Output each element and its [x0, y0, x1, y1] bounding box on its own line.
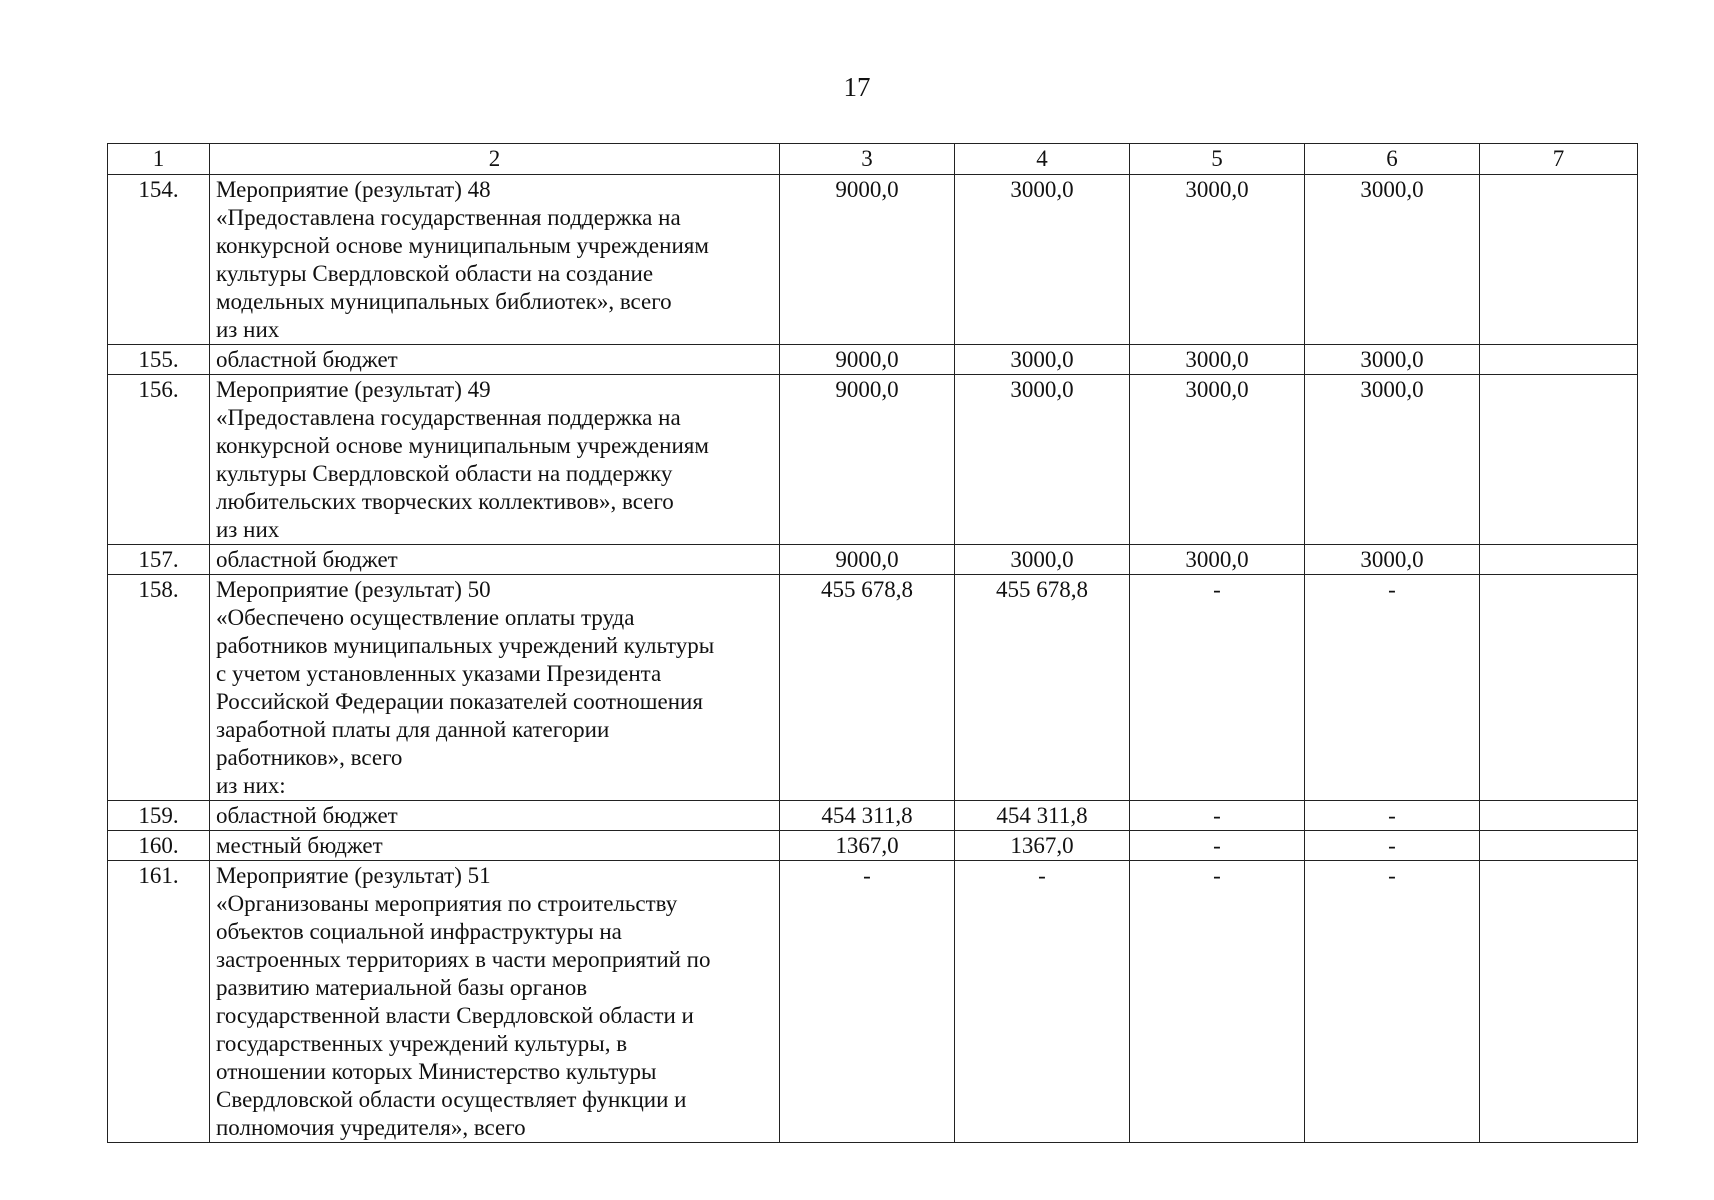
header-col-4: 4	[955, 144, 1130, 175]
value-cell-v3: 454 311,8	[780, 801, 955, 831]
table-row	[108, 801, 1638, 831]
value-cell-v4: 3000,0	[955, 345, 1130, 375]
description-line: с учетом установленных указами Президента	[216, 661, 662, 686]
description-line: из них	[216, 317, 280, 342]
row-number: 159.	[108, 801, 210, 831]
description-line: культуры Свердловской области на поддержку	[216, 461, 673, 486]
description-line: конкурсной основе муниципальным учреждениям	[216, 433, 709, 458]
value-cell-v7	[1480, 861, 1638, 1143]
description-line: местный бюджет	[216, 833, 383, 858]
description-line: Мероприятие (результат) 48	[216, 177, 491, 202]
description-line: из них	[216, 517, 280, 542]
value-cell-v4: 3000,0	[955, 175, 1130, 345]
description-line: из них:	[216, 773, 286, 798]
value-cell-v6: -	[1305, 831, 1480, 861]
table-row	[108, 831, 1638, 861]
description-line: Российской Федерации показателей соотношения	[216, 689, 703, 714]
row-description	[210, 375, 780, 545]
value-cell-v3: 9000,0	[780, 375, 955, 545]
description-line: работников муниципальных учреждений культуры	[216, 633, 715, 658]
value-cell-v6: -	[1305, 861, 1480, 1143]
value-cell-v6: 3000,0	[1305, 375, 1480, 545]
row-number: 156.	[108, 375, 210, 545]
header-col-3: 3	[780, 144, 955, 175]
value-cell-v7	[1480, 175, 1638, 345]
value-cell-v6: 3000,0	[1305, 545, 1480, 575]
description-line: отношении которых Министерство культуры	[216, 1059, 657, 1084]
description-line: объектов социальной инфраструктуры на	[216, 919, 622, 944]
value-cell-v7	[1480, 801, 1638, 831]
value-cell-v5: 3000,0	[1130, 375, 1305, 545]
budget-table	[107, 143, 1638, 1143]
table-row	[108, 575, 1638, 801]
value-cell-v6: 3000,0	[1305, 345, 1480, 375]
value-cell-v7	[1480, 545, 1638, 575]
description-line: конкурсной основе муниципальным учреждениям	[216, 233, 709, 258]
description-line: государственных учреждений культуры, в	[216, 1031, 628, 1056]
value-cell-v5: 3000,0	[1130, 545, 1305, 575]
row-number: 154.	[108, 175, 210, 345]
description-line: любительских творческих коллективов», всего	[216, 489, 674, 514]
table-row	[108, 175, 1638, 345]
value-cell-v3: 9000,0	[780, 345, 955, 375]
value-cell-v5: -	[1130, 801, 1305, 831]
header-col-7: 7	[1480, 144, 1638, 175]
description-line: Мероприятие (результат) 49	[216, 377, 491, 402]
description-line: Мероприятие (результат) 51	[216, 863, 491, 888]
value-cell-v5: -	[1130, 575, 1305, 801]
row-description	[210, 831, 780, 861]
description-line: «Обеспечено осуществление оплаты труда	[216, 605, 635, 630]
value-cell-v4: -	[955, 861, 1130, 1143]
row-description	[210, 861, 780, 1143]
value-cell-v5: -	[1130, 861, 1305, 1143]
row-description	[210, 545, 780, 575]
page-number: 17	[843, 72, 871, 102]
value-cell-v4: 3000,0	[955, 545, 1130, 575]
description-line: областной бюджет	[216, 547, 398, 572]
header-col-2: 2	[210, 144, 780, 175]
table-row	[108, 345, 1638, 375]
value-cell-v6: 3000,0	[1305, 175, 1480, 345]
value-cell-v3: -	[780, 861, 955, 1143]
description-line: «Предоставлена государственная поддержка на	[216, 205, 681, 230]
description-line: застроенных территориях в части мероприятий по	[216, 947, 711, 972]
table-row	[108, 375, 1638, 545]
table-row	[108, 861, 1638, 1143]
description-line: областной бюджет	[216, 803, 398, 828]
row-number: 160.	[108, 831, 210, 861]
value-cell-v4: 3000,0	[955, 375, 1130, 545]
value-cell-v5: 3000,0	[1130, 345, 1305, 375]
description-line: Свердловской области осуществляет функции и	[216, 1087, 687, 1112]
header-col-1: 1	[108, 144, 210, 175]
row-number: 158.	[108, 575, 210, 801]
description-line: областной бюджет	[216, 347, 398, 372]
description-line: «Предоставлена государственная поддержка на	[216, 405, 681, 430]
value-cell-v3: 455 678,8	[780, 575, 955, 801]
row-number: 157.	[108, 545, 210, 575]
value-cell-v3: 1367,0	[780, 831, 955, 861]
description-line: развитию материальной базы органов	[216, 975, 588, 1000]
value-cell-v6: -	[1305, 801, 1480, 831]
description-line: заработной платы для данной категории	[216, 717, 610, 742]
description-line: работников», всего	[216, 745, 403, 770]
value-cell-v5: -	[1130, 831, 1305, 861]
description-line: модельных муниципальных библиотек», всего	[216, 289, 672, 314]
value-cell-v7	[1480, 575, 1638, 801]
value-cell-v5: 3000,0	[1130, 175, 1305, 345]
description-line: государственной власти Свердловской области и	[216, 1003, 694, 1028]
table-row	[108, 545, 1638, 575]
description-line: культуры Свердловской области на создание	[216, 261, 654, 286]
description-line: полномочия учредителя», всего	[216, 1115, 526, 1140]
value-cell-v7	[1480, 375, 1638, 545]
row-description	[210, 575, 780, 801]
table-header-row	[108, 144, 1638, 175]
value-cell-v4: 454 311,8	[955, 801, 1130, 831]
value-cell-v7	[1480, 831, 1638, 861]
value-cell-v7	[1480, 345, 1638, 375]
header-col-5: 5	[1130, 144, 1305, 175]
value-cell-v3: 9000,0	[780, 175, 955, 345]
description-line: «Организованы мероприятия по строительству	[216, 891, 678, 916]
row-number: 161.	[108, 861, 210, 1143]
value-cell-v3: 9000,0	[780, 545, 955, 575]
row-description	[210, 175, 780, 345]
row-description	[210, 801, 780, 831]
value-cell-v4: 455 678,8	[955, 575, 1130, 801]
header-col-6: 6	[1305, 144, 1480, 175]
description-line: Мероприятие (результат) 50	[216, 577, 491, 602]
value-cell-v6: -	[1305, 575, 1480, 801]
value-cell-v4: 1367,0	[955, 831, 1130, 861]
row-description	[210, 345, 780, 375]
row-number: 155.	[108, 345, 210, 375]
